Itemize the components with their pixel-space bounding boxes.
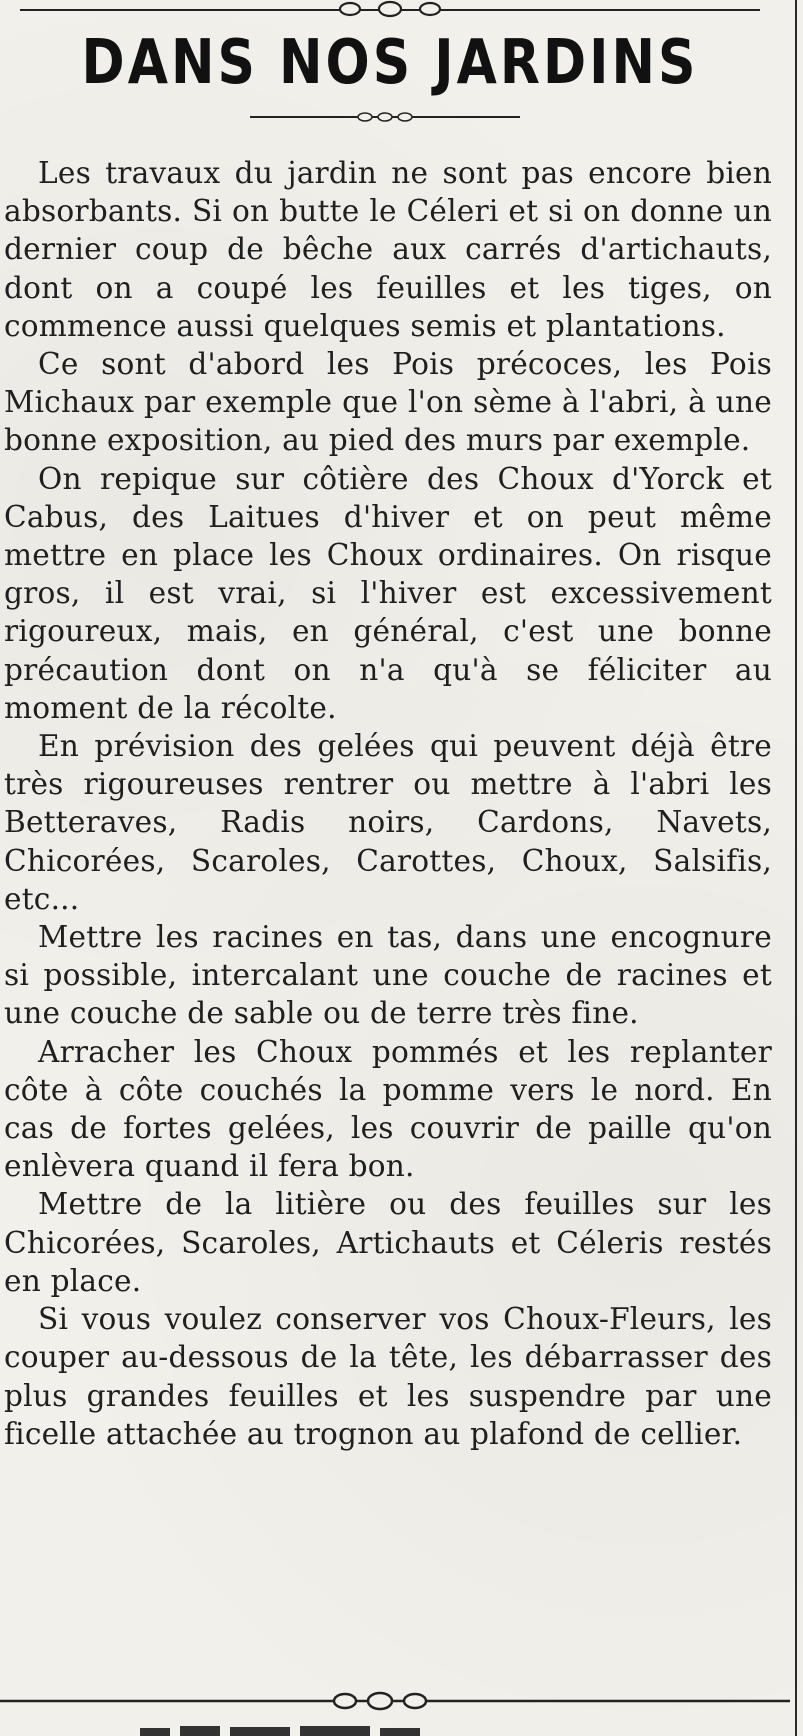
paragraph: En prévision des gelées qui peuvent déjà être très rigoureuses rentrer ou mettre à l'abri les Betteraves, Radis noirs, Cardons, Navets, Chicorées, Scaroles, Carottes, Choux, Salsifis, etc... [4,729,772,916]
paragraph: Arracher les Choux pommés et les replanter côte à côte couchés la pomme vers le nord. En cas de fortes gelées, les couvrir de paille qu'on enlèvera quand il fera bon. [4,1034,772,1184]
cropped-next-headline [60,1724,760,1736]
article-body [4,154,772,1453]
top-ornament-divider [20,0,760,20]
paragraph: On repique sur côtière des Choux d'Yorck et Cabus, des Laitues d'hiver et on peut même mettre en place les Choux ordinaires. On risque gros, il est vrai, si l'hiver est excessivement rigoureux, mais, en général, c'est une bonne précaution dont on n'a qu'à se féliciter au moment de la récolte. [4,461,772,725]
column-rule [795,0,797,1736]
headline-ornament [250,110,520,124]
paragraph: Les travaux du jardin ne sont pas encore bien absorbants. Si on butte le Céleri et si on donne un dernier coup de bêche aux carrés d'artichauts, dont on a coupé les feuilles et les tiges, on commence aussi quelques semis et plantations. [4,156,772,343]
paragraph: Si vous voulez conserver vos Choux-Fleurs, les couper au-dessous de la tête, les débarrasser des plus grandes feuilles et les suspendre par une ficelle attachée au trognon au plafond de cellier. [4,1302,772,1451]
paragraph: Mettre les racines en tas, dans une encognure si possible, intercalant une couche de racines et une couche de sable ou de terre très fine. [4,920,772,1031]
paragraph: Mettre de la litière ou des feuilles sur les Chicorées, Scaroles, Artichauts et Céleris restés en place. [4,1187,772,1298]
paragraph: Ce sont d'abord les Pois précoces, les Pois Michaux par exemple que l'on sème à l'abri, à une bonne exposition, au pied des murs par exemple. [4,347,772,458]
bottom-ornament-divider [0,1690,790,1712]
article-headline: DANS NOS JARDINS [81,27,699,99]
